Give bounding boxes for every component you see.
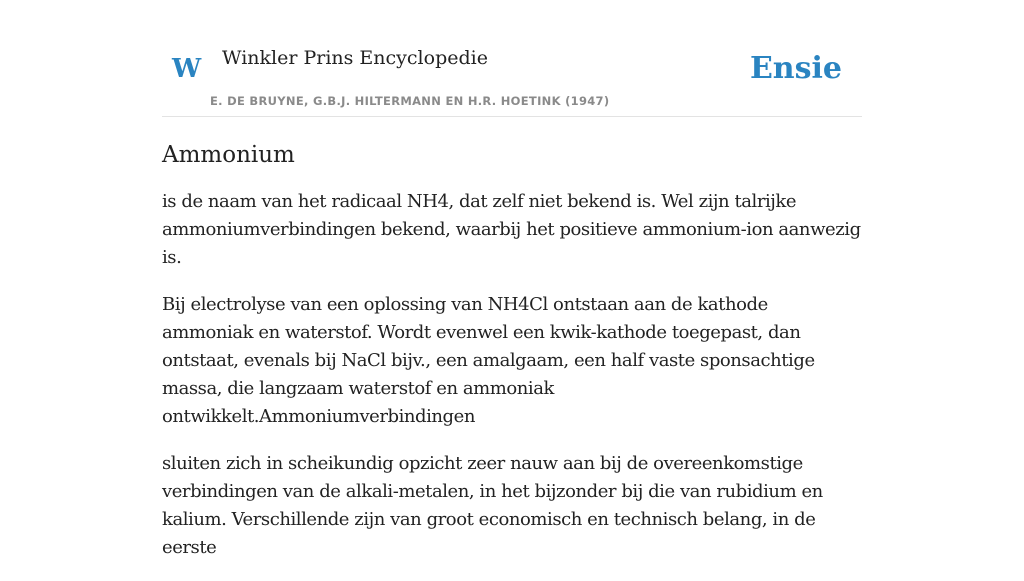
article-content (162, 136, 862, 581)
ensie-logo-link[interactable]: Ensie (749, 51, 842, 86)
encyclopedia-header (162, 0, 862, 117)
encyclopedia-authors: E. DE BRUYNE, G.B.J. HILTERMANN EN H.R. HOETINK (1947) (210, 94, 610, 108)
article-paragraph: is de naam van het radicaal NH4, dat zelf niet bekend is. Wel zijn talrijke ammoniumverbindingen bekend, waarbij het positieve ammonium-ion aanwezig is. (162, 191, 861, 268)
article-paragraph: Bij electrolyse van een oplossing van NH4Cl ontstaan aan de kathode ammoniak en waterstof. Wordt evenwel een kwik-kathode toegepast, dan ontstaat, evenals bij NaCl bijv., een amalgaam, een half vaste sponsachtige massa, die langzaam waterstof en ammoniak ontwikkelt.Ammoniumverbindingen (162, 294, 815, 427)
article-title: Ammonium (162, 142, 295, 168)
article-paragraph: sluiten zich in scheikundig opzicht zeer nauw aan bij de overeenkomstige verbindingen van de alkali-metalen, in het bijzonder bij die van rubidium en kalium. Verschillende zijn van groot economisch en technisch belang, in de eerste (162, 453, 823, 558)
encyclopedia-logo-icon[interactable]: W (172, 54, 202, 84)
encyclopedia-title-link[interactable]: Winkler Prins Encyclopedie (222, 47, 488, 69)
